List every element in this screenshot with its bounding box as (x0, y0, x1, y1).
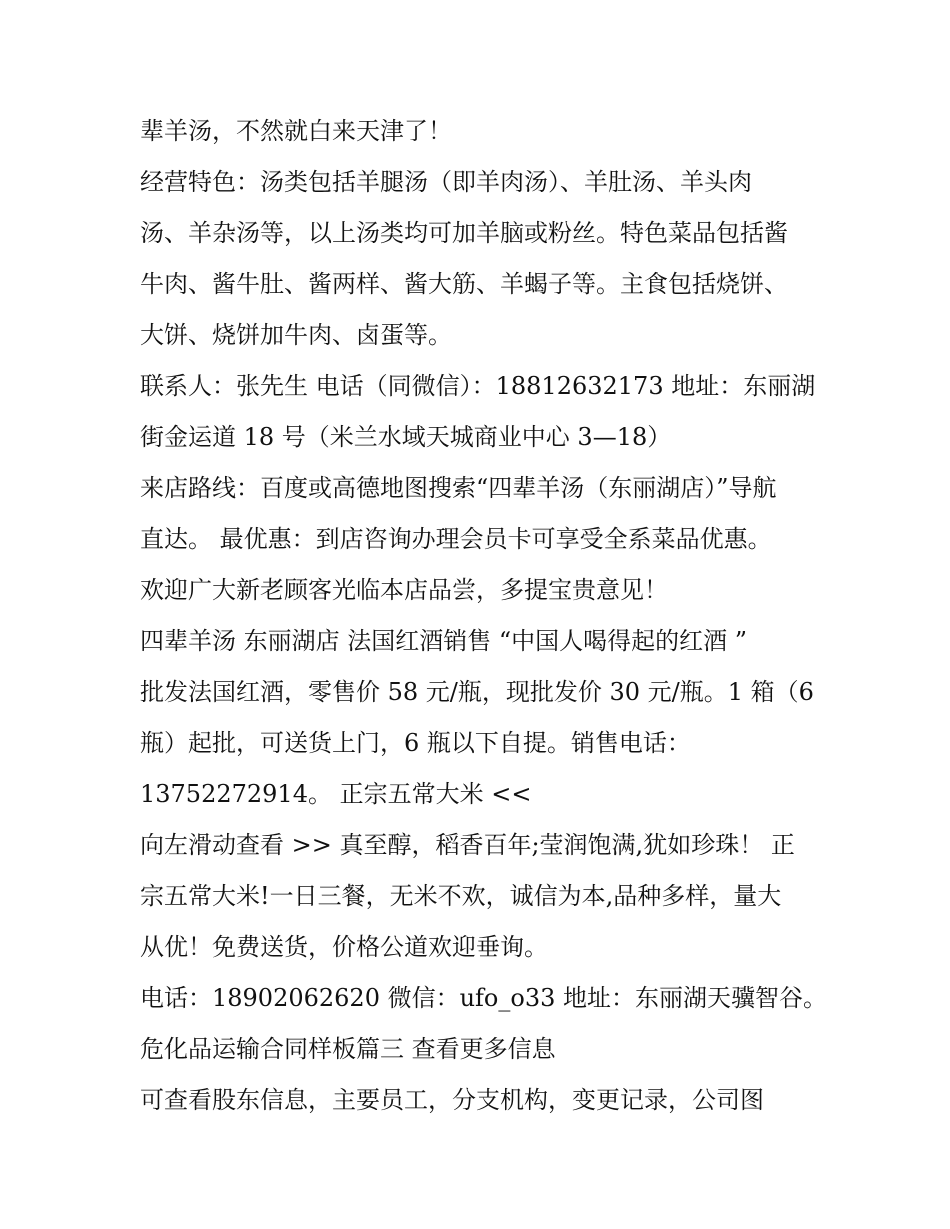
text-line: 四辈羊汤 东丽湖店 法国红酒销售 “中国人喝得起的红酒 ” (140, 627, 748, 655)
contact-line: 电话：18902062620 微信：ufo_o33 地址：东丽湖天骥智谷。 (140, 984, 827, 1012)
text-line: 向左滑动查看 >> 真至醇，稻香百年;莹润饱满,犹如珍珠！ 正 (140, 831, 795, 859)
text-line: 13752272914。 正宗五常大米 << (140, 780, 532, 808)
text-line: 瓶）起批，可送货上门，6 瓶以下自提。销售电话： (140, 729, 691, 757)
text-line: 经营特色：汤类包括羊腿汤（即羊肉汤）、羊肚汤、羊头肉 (140, 168, 752, 196)
text-line: 从优！免费送货，价格公道欢迎垂询。 (140, 933, 548, 961)
address-line: 街金运道 18 号（米兰水域天城商业中心 3—18） (140, 423, 672, 451)
text-line: 大饼、烧饼加牛肉、卤蛋等。 (140, 321, 452, 349)
text-line: 辈羊汤，不然就白来天津了！ (140, 117, 452, 145)
text-line: 宗五常大米!一日三餐，无米不欢，诚信为本,品种多样，量大 (140, 882, 782, 910)
text-line: 牛肉、酱牛肚、酱两样、酱大筋、羊蝎子等。主食包括烧饼、 (140, 270, 788, 298)
text-line: 汤、羊杂汤等，以上汤类均可加羊脑或粉丝。特色菜品包括酱 (140, 219, 788, 247)
document-body (140, 106, 827, 1126)
text-line: 欢迎广大新老顾客光临本店品尝，多提宝贵意见！ (140, 576, 668, 604)
text-line: 批发法国红酒，零售价 58 元/瓶，现批发价 30 元/瓶。1 箱（6 (140, 678, 814, 706)
text-line: 危化品运输合同样板篇三 查看更多信息 (140, 1035, 556, 1063)
text-line: 可查看股东信息，主要员工，分支机构，变更记录，公司图 (140, 1086, 764, 1114)
text-line: 来店路线：百度或高德地图搜索“四辈羊汤（东丽湖店）”导航 (140, 474, 777, 502)
contact-line: 联系人：张先生 电话（同微信）：18812632173 地址：东丽湖 (140, 372, 816, 400)
text-line: 直达。 最优惠：到店咨询办理会员卡可享受全系菜品优惠。 (140, 525, 772, 553)
